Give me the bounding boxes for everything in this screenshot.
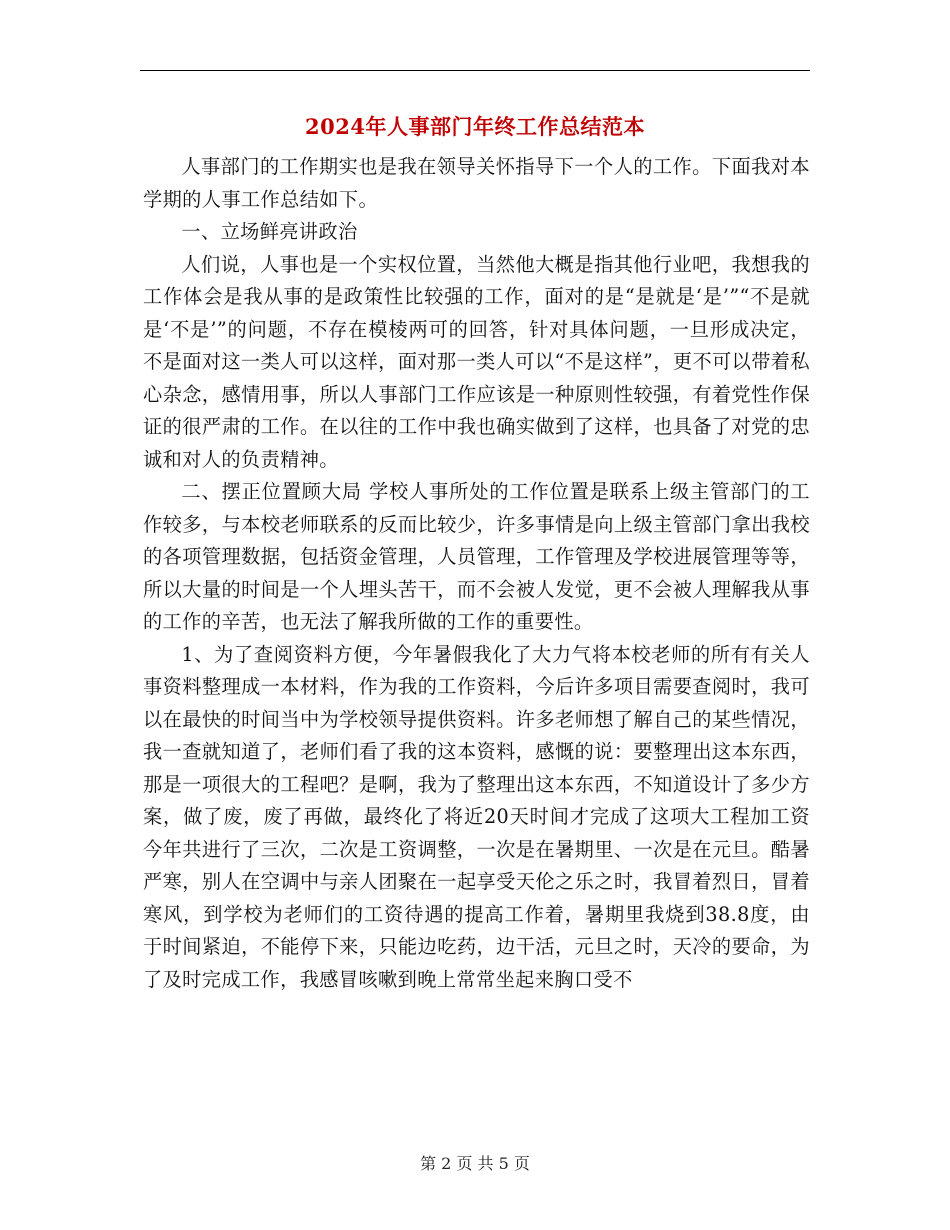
section-heading-1: 一、立场鲜亮讲政治: [181, 220, 358, 243]
document-title: 2024年人事部门年终工作总结范本: [305, 114, 645, 139]
document-body: [143, 151, 810, 996]
paragraph-intro: 人事部门的工作期实也是我在领导关怀指导下一个人的工作。下面我对本学期的人事工作总结如下。: [143, 155, 810, 211]
page-number-footer: 第 2 页 共 5 页: [420, 1154, 530, 1173]
paragraph-section-2: 二、摆正位置顾大局 学校人事所处的工作位置是联系上级主管部门的工作较多，与本校老师联系的反而比较少，许多事情是向上级主管部门拿出我校的各项管理数据，包括资金管理，人员管理，工作管理及学校进展管理等等，所以大量的时间是一个人埋头苦干，而不会被人发觉，更不会被人理解我从事的工作的辛苦，也无法了解我所做的工作的重要性。: [143, 480, 810, 633]
paragraph-section-1: 人们说，人事也是一个实权位置，当然他大概是指其他行业吧，我想我的工作体会是我从事的是政策性比较强的工作，面对的是“是就是‘是’”“不是就是‘不是’”的问题，不存在模棱两可的回答，针对具体问题，一旦形成决定，不是面对这一类人可以这样，面对那一类人可以“不是这样”，更不可以带着私心杂念，感情用事，所以人事部门工作应该是一种原则性较强，有着党性作保证的很严肃的工作。在以往的工作中我也确实做到了这样，也具备了对党的忠诚和对人的负责精神。: [143, 252, 810, 471]
header-rule: [140, 70, 810, 71]
paragraph-item-1: 1、为了查阅资料方便，今年暑假我化了大力气将本校老师的所有有关人事资料整理成一本材料，作为我的工作资料，今后许多项目需要查阅时，我可以在最快的时间当中为学校领导提供资料。许多老师想了解自己的某些情况，我一查就知道了，老师们看了我的这本资料，感慨的说：要整理出这本东西，那是一项很大的工程吧？是啊，我为了整理出这本东西，不知道设计了多少方案，做了废，废了再做，最终化了将近20天时间才完成了这项大工程加工资今年共进行了三次，二次是工资调整，一次是在暑期里、一次是在元旦。酷暑严寒，别人在空调中与亲人团聚在一起享受天伦之乐之时，我冒着烈日，冒着寒风，到学校为老师们的工资待遇的提高工作着，暑期里我烧到38.8度，由于时间紧迫，不能停下来，只能边吃药，边干活，元旦之时，天冷的要命，为了及时完成工作，我感冒咳嗽到晚上常常坐起来胸口受不: [143, 642, 810, 991]
